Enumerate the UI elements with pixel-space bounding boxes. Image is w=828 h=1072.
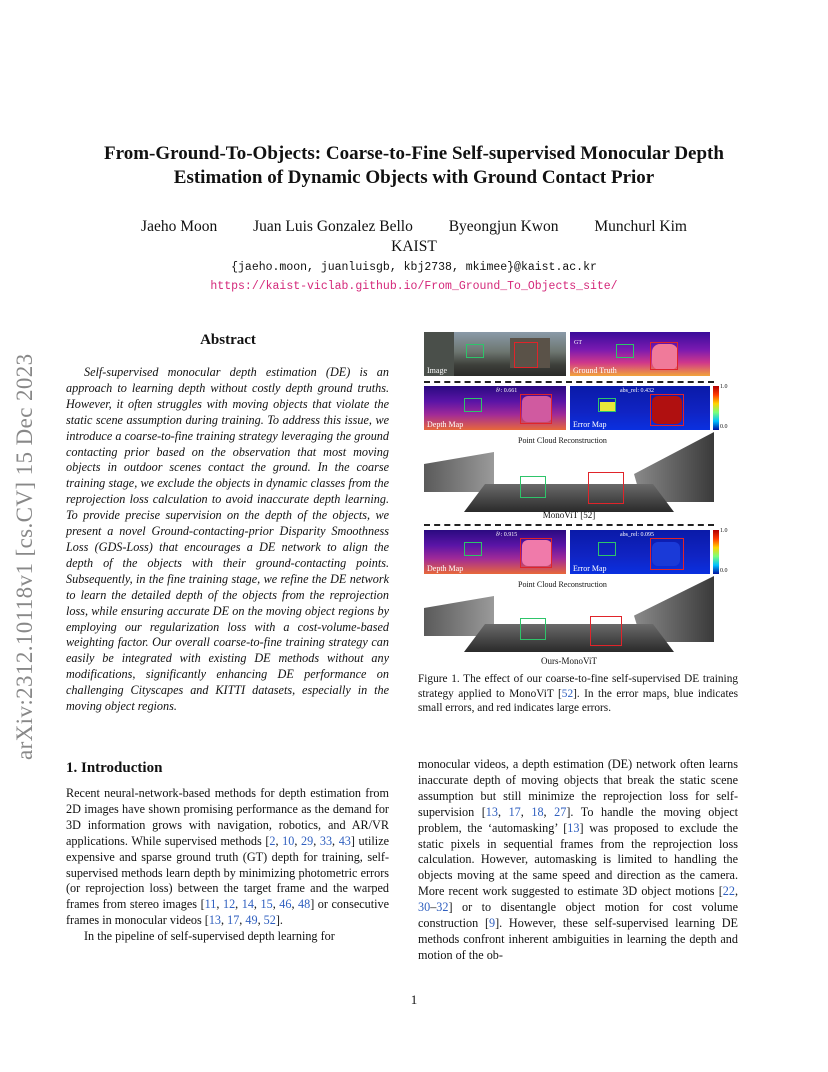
colorbar-min-label: 0.0 xyxy=(720,424,728,430)
input-image-panel xyxy=(424,332,566,376)
introduction-right-column xyxy=(418,757,738,964)
colorbar-min-label: 0.0 xyxy=(720,568,728,574)
arxiv-stamp: arXiv:2312.10118v1 [cs.CV] 15 Dec 2023 xyxy=(12,353,37,760)
error-map-panel-monovit xyxy=(570,386,710,430)
citation-link[interactable]: 18 xyxy=(531,804,544,819)
paper-title: From-Ground-To-Objects: Coarse-to-Fine Self-supervised Monocular Depth Estimation of Dynamic Objects with Ground Contact Prior xyxy=(104,143,724,188)
highlight-box-green xyxy=(598,398,616,412)
delta-metric: δ¹: 0.915 xyxy=(496,532,518,538)
citation-link[interactable]: 13 xyxy=(567,820,580,835)
section-heading-introduction: 1. Introduction xyxy=(66,760,163,776)
intro-paragraph-1: Recent neural-network-based methods for depth estimation from 2D images have shown promising performance as the demand for 3D information grows with navigation, robotics, and AR/VR applications. While supervised methods [2, 10, 29, 33, 43] utilize expensive and sparse ground truth (GT) depth for training, self-supervised methods learn depth by minimizing photometric errors (or reprojection loss) between the target frame and the warped frames from stereo images [11, 12, 14, 15, 46, 48] or consecutive frames in monocular videos [13, 17, 49, 52]. xyxy=(66,786,390,928)
affiliation: KAIST xyxy=(391,238,437,255)
citation-link[interactable]: 14 xyxy=(241,897,254,912)
gt-tag: GT xyxy=(574,340,582,346)
panel-label-image: Image xyxy=(427,366,447,375)
citation-link[interactable]: 49 xyxy=(245,913,258,928)
citation-link[interactable]: 43 xyxy=(338,833,351,848)
highlight-box-green xyxy=(464,542,482,556)
author-name: Jaeho Moon xyxy=(141,218,218,235)
author-name: Byeongjun Kwon xyxy=(448,218,559,235)
dashed-separator xyxy=(424,524,714,526)
panel-label-depth-map: Depth Map xyxy=(427,564,464,573)
pcr-label: Point Cloud Reconstruction xyxy=(518,436,607,445)
citation-link[interactable]: 13 xyxy=(485,804,498,819)
pcr-label: Point Cloud Reconstruction xyxy=(518,580,607,589)
citation-link[interactable]: 2 xyxy=(269,833,276,848)
abs-rel-metric: abs_rel: 0.432 xyxy=(620,388,654,394)
author-list xyxy=(0,218,828,236)
citation-link[interactable]: 30 xyxy=(418,900,431,915)
citation-link[interactable]: 52 xyxy=(263,913,276,928)
delta-metric: δ¹: 0.661 xyxy=(496,388,518,394)
point-cloud-panel-ours xyxy=(424,576,714,652)
citation-link[interactable]: 33 xyxy=(319,833,333,848)
error-colorbar xyxy=(713,530,719,574)
highlight-box-green xyxy=(598,542,616,556)
panel-label-depth-map: Depth Map xyxy=(427,420,464,429)
citation-link[interactable]: 10 xyxy=(282,833,295,848)
highlight-box-red xyxy=(520,538,552,568)
figure-1-caption: Figure 1. The effect of our coarse-to-fine self-supervised DE training strategy applied to MonoViT [52]. In the error maps, blue indicates small errors, and red indicates large errors. xyxy=(418,673,738,715)
citation-link[interactable]: 9 xyxy=(489,916,496,931)
panel-label-error-map: Error Map xyxy=(573,564,607,573)
colorbar-max-label: 1.0 xyxy=(720,384,728,390)
abstract-heading: Abstract xyxy=(200,332,256,348)
author-emails: {jaeho.moon, juanluisgb, kbj2738, mkimee}@kaist.ac.kr xyxy=(231,261,597,274)
citation-link[interactable]: 52 xyxy=(561,687,574,700)
citation-link[interactable]: 12 xyxy=(222,897,236,912)
highlight-box-red xyxy=(650,342,678,370)
highlight-box-red xyxy=(590,616,622,646)
highlight-box-red xyxy=(650,394,684,426)
project-url-link[interactable]: https://kaist-viclab.github.io/From_Ground_To_Objects_site/ xyxy=(210,280,618,293)
citation-link[interactable]: 27 xyxy=(554,804,567,819)
highlight-box-red xyxy=(588,472,624,504)
citation-link[interactable]: 46 xyxy=(279,897,292,912)
highlight-box-green xyxy=(466,344,484,358)
intro-paragraph-continued: monocular videos, a depth estimation (DE) network often learns inaccurate depth of moving objects that break the static scene assumption but still minimize the reprojection loss for self-supervision [13, 17, 18, 27]. To handle the moving object problem, the ‘automasking’ [13] was proposed to exclude the static pixels in sequential frames from the reprojection loss calculation. However, automasking is limited to handling the objects moving at the same speed and direction as the camera. More recent work suggested to estimate 3D object motions [22, 30–32] or to disentangle object motion for cost volume construction [9]. However, these self-supervised learning DE methods confront inherent ambiguities in learning the depth and motion of the ob- xyxy=(418,757,739,962)
colorbar-max-label: 1.0 xyxy=(720,528,728,534)
point-cloud-panel-monovit xyxy=(424,432,714,512)
citation-link[interactable]: 29 xyxy=(301,833,314,848)
page-number: 1 xyxy=(410,992,418,1007)
highlight-box-green xyxy=(464,398,482,412)
abstract-text: Self-supervised monocular depth estimation (DE) is an approach to learning depth without costly depth ground truths. However, it often struggles with moving objects that violate the static scene assumption during training. To address this issue, we introduce a coarse-to-fine training strategy leveraging the ground contacting prior based on the observation that most moving objects in outdoor scenes contact the ground. In the coarse training stage, we exclude the objects in dynamic classes from the reprojection loss calculation to avoid inaccurate depth learning. To provide precise supervision on the depth of the objects, we present a novel Ground-contacting-prior Disparity Smoothness Loss (GDS-Loss) that encourages a DE network to align the depth of the objects with their ground-contacting points. Subsequently, in the fine training stage, we refine the DE network to learn the detailed depth of the objects from the reprojection loss, while ensuring accurate DE on the moving object regions by employing our regularization loss with a cost-volume-based weighting factor. Our overall coarse-to-fine training strategy can easily be integrated with existing DE methods without any modifications, significantly enhancing DE performance on challenging Cityscapes and KITTI datasets, especially in the moving object regions. xyxy=(66,365,389,714)
citation-link[interactable]: 17 xyxy=(508,804,521,819)
figure-1 xyxy=(424,332,728,668)
citation-link[interactable]: 32 xyxy=(436,900,449,915)
highlight-box-green xyxy=(616,344,634,358)
highlight-box-green xyxy=(520,618,546,640)
error-map-panel-ours xyxy=(570,530,710,574)
citation-link[interactable]: 13 xyxy=(208,913,222,928)
highlight-box-red xyxy=(650,538,684,570)
panel-label-error-map: Error Map xyxy=(573,420,607,429)
highlight-box-green xyxy=(520,476,546,498)
highlight-box-red xyxy=(520,394,552,424)
intro-paragraph-2: In the pipeline of self-supervised depth learning for xyxy=(84,929,335,944)
error-colorbar xyxy=(713,386,719,430)
author-name: Juan Luis Gonzalez Bello xyxy=(253,218,413,235)
depth-map-panel-monovit xyxy=(424,386,566,430)
depth-map-panel-ours xyxy=(424,530,566,574)
dashed-separator xyxy=(424,381,714,383)
method-label-ours: Ours-MonoViT xyxy=(541,656,597,666)
ground-truth-panel xyxy=(570,332,710,376)
method-label-monovit: MonoViT [52] xyxy=(542,510,596,520)
introduction-left-column xyxy=(66,786,389,945)
citation-link[interactable]: 48 xyxy=(298,897,311,912)
highlight-box-red xyxy=(514,342,538,368)
abs-rel-metric: abs_rel: 0.095 xyxy=(620,532,654,538)
panel-label-ground-truth: Ground Truth xyxy=(573,366,617,375)
citation-link[interactable]: 17 xyxy=(227,913,240,928)
citation-link[interactable]: 22 xyxy=(722,884,735,899)
citation-link[interactable]: 15 xyxy=(260,897,273,912)
author-name: Munchurl Kim xyxy=(594,218,687,235)
citation-link[interactable]: 11 xyxy=(204,897,217,912)
